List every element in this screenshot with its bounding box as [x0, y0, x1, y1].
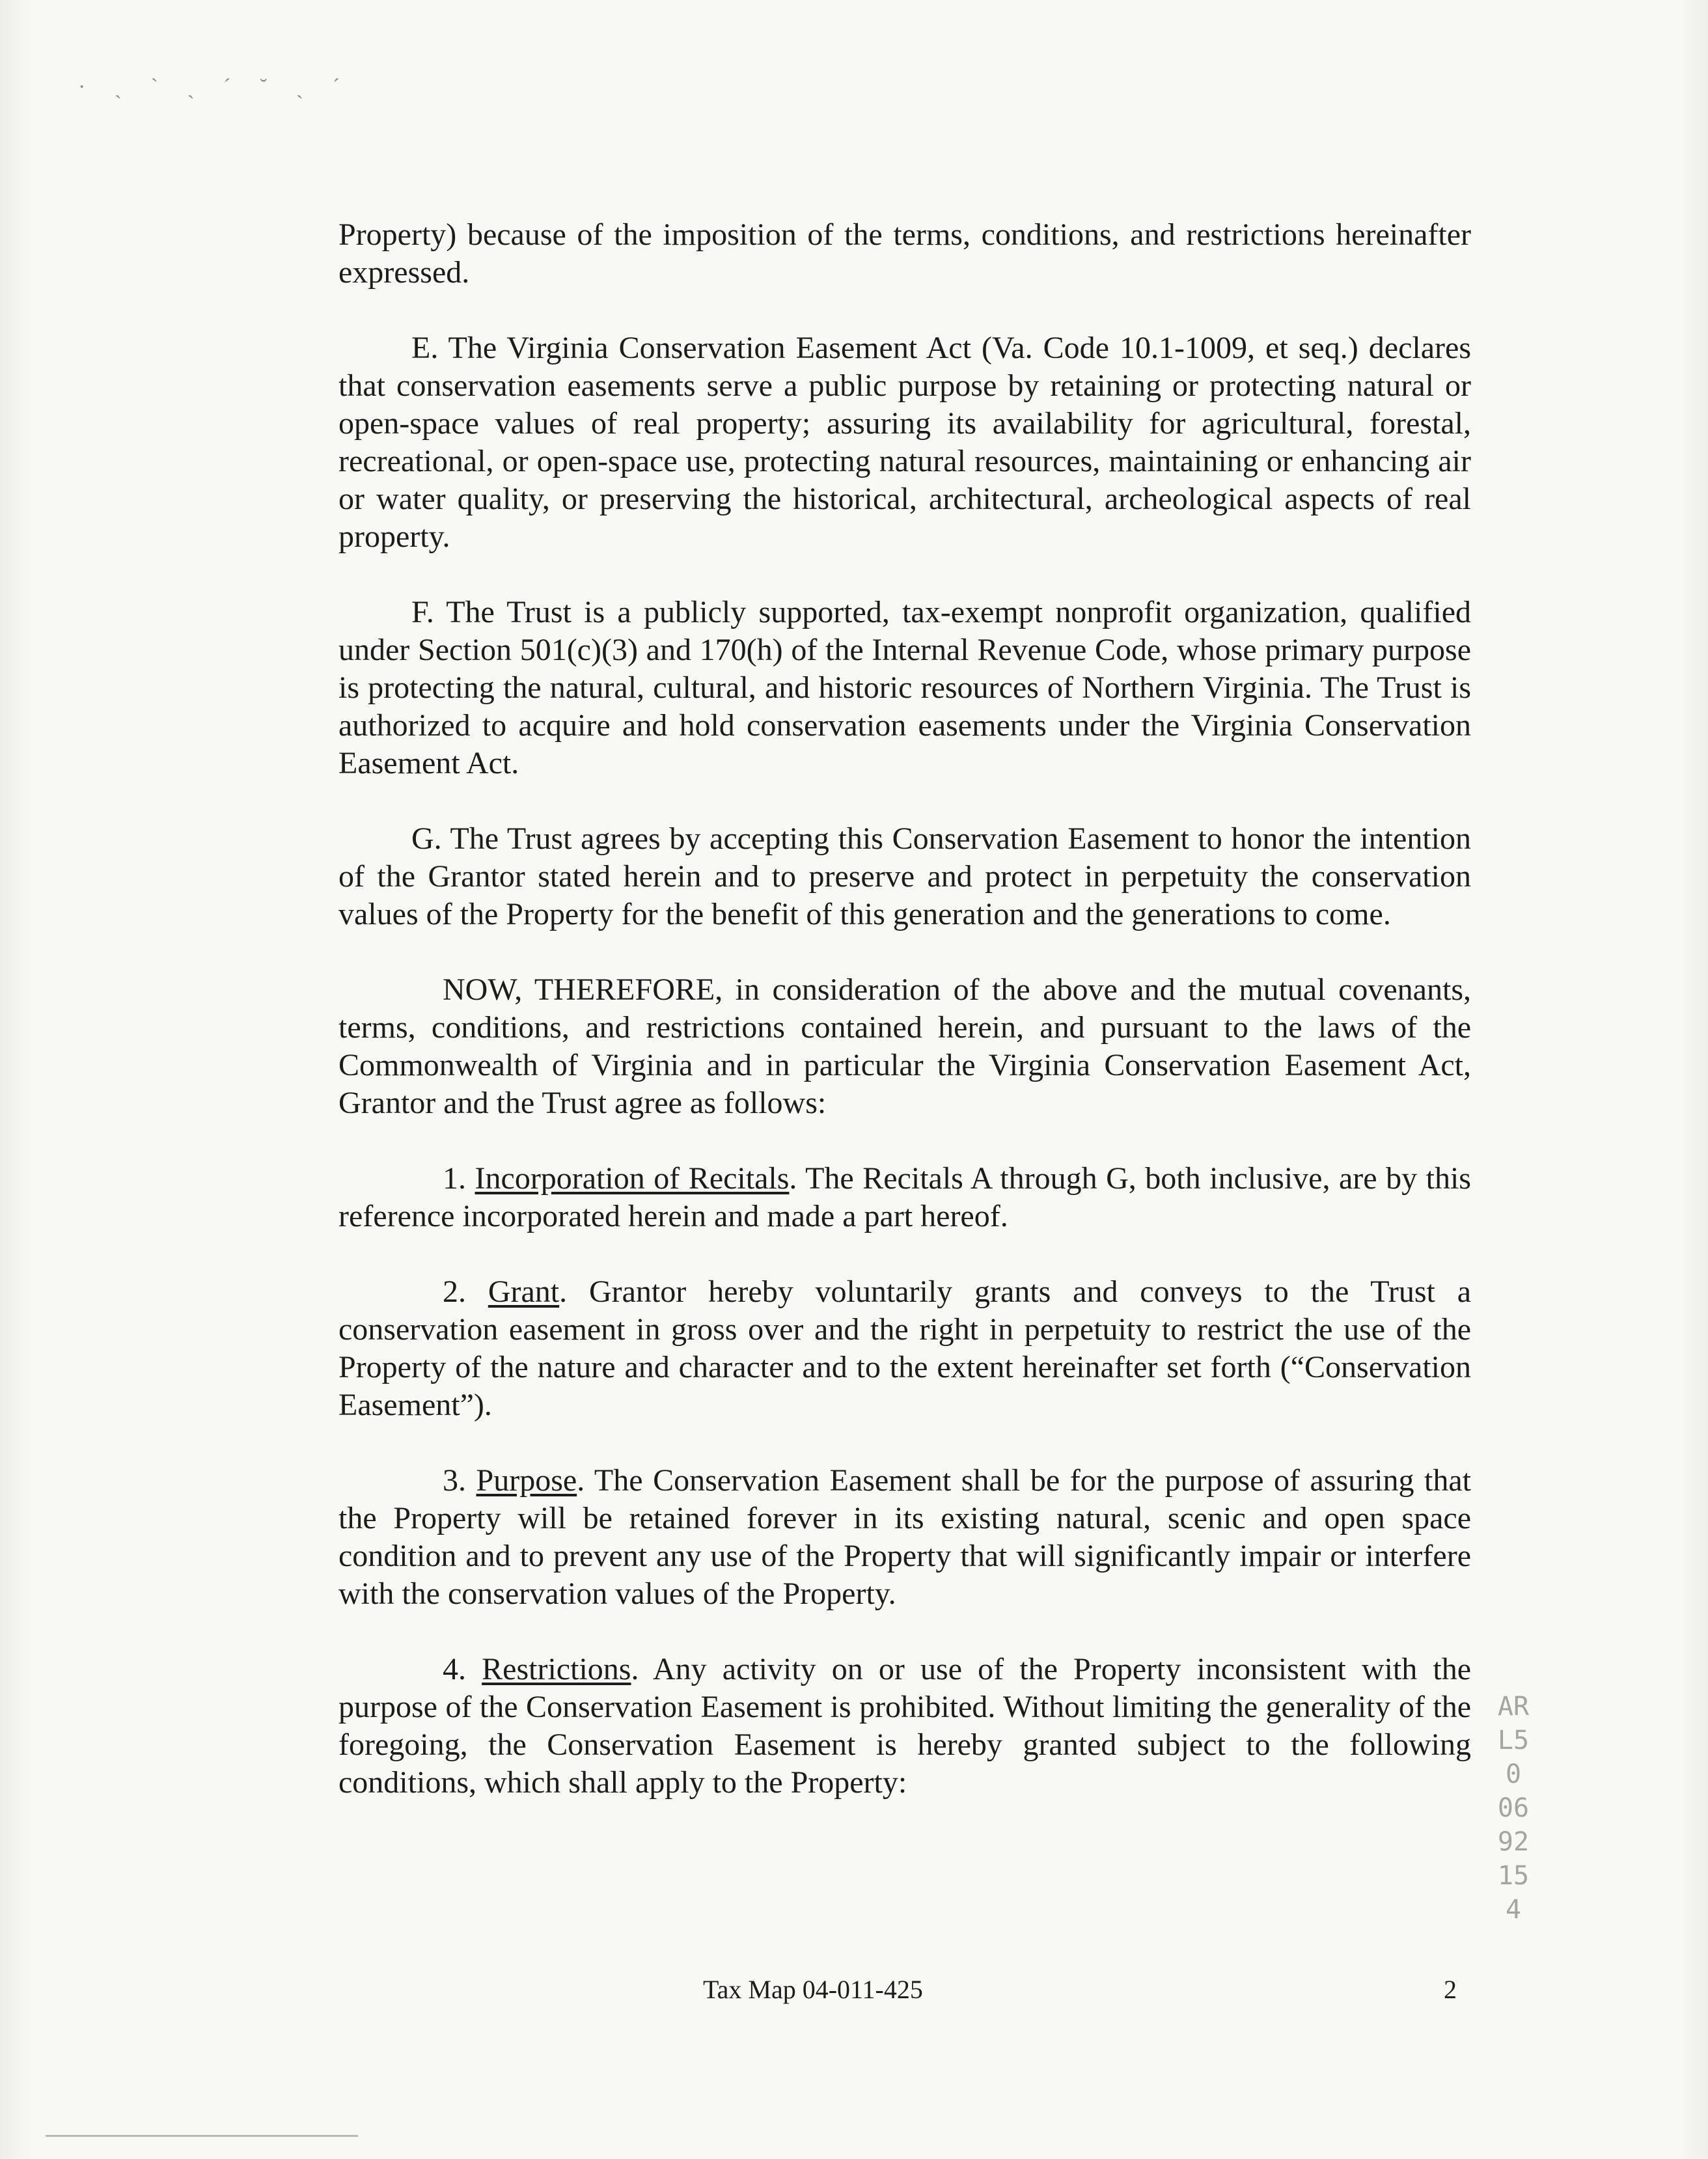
section-4-heading: Restrictions: [482, 1652, 631, 1686]
section-1: [338, 1160, 1471, 1235]
section-1-text: . The Recitals A through G, both inclusive, are by this reference incorporated herein and made a part hereof.: [338, 1161, 1471, 1233]
scan-bottom-rule: [46, 2135, 358, 2137]
paragraph-continuation: Property) because of the imposition of the terms, conditions, and restrictions hereinafter expressed.: [338, 217, 1471, 290]
recital-g: G. The Trust agrees by accepting this Conservation Easement to honor the intention of the Grantor stated herein and to preserve and protect in perpetuity the conservation values of the Property for the benefit of this generation and the generations to come.: [338, 821, 1471, 931]
scan-shadow-left: [0, 0, 33, 2159]
section-4-number: 4.: [443, 1652, 482, 1686]
section-3-number: 3.: [443, 1463, 476, 1498]
section-3-heading: Purpose: [476, 1463, 577, 1498]
recital-e: E. The Virginia Conservation Easement Act (Va. Code 10.1-1009, et seq.) declares that conservation easements serve a public purpose by retaining or protecting natural or open-space values of real property; assuring its availability for agricultural, forestal, recreational, or open-space use, protecting natural resources, maintaining or enhancing air or water quality, or preserving the historical, architectural, archeological aspects of real property.: [338, 331, 1471, 554]
section-4-text: . Any activity on or use of the Property inconsistent with the purpose of the Conservation Easement is prohibited. Without limiting the generality of the foregoing, the Conservation Easement is hereby granted subject to the following conditions, which shall apply to the Property:: [338, 1652, 1472, 1800]
section-1-number: 1.: [443, 1161, 475, 1196]
now-therefore-clause: NOW, THEREFORE, in consideration of the above and the mutual covenants, terms, conditions, and restrictions contained herein, and pursuant to the laws of the Commonwealth of Virginia and in particular the Virginia Conservation Easement Act, Grantor and the Trust agree as follows:: [338, 972, 1471, 1120]
section-2: [338, 1273, 1471, 1424]
scan-specks: · ˏ ˋ ˏ ˊ ˘ ˏ ˊ: [78, 75, 352, 99]
margin-recording-stamp: ARL50 0692 154: [1497, 1692, 1530, 1925]
recital-f: F. The Trust is a publicly supported, tax-exempt nonprofit organization, qualified under Section 501(c)(3) and 170(h) of the Internal Revenue Code, whose primary purpose is protecting the natural, cultural, and historic resources of Northern Virginia. The Trust is authorized to acquire and hold conservation easements under the Virginia Conservation Easement Act.: [338, 595, 1471, 780]
section-2-text: . Grantor hereby voluntarily grants and conveys to the Trust a conservation easement in gross over and the right in perpetuity to restrict the use of the Property of the nature and character and to the extent hereinafter set forth (“Conservation Easement”).: [338, 1274, 1471, 1422]
scan-shadow-right: [1683, 0, 1708, 2159]
section-3: [338, 1462, 1471, 1613]
section-2-heading: Grant: [488, 1274, 560, 1309]
document-body: [338, 216, 1471, 1839]
section-3-text: . The Conservation Easement shall be for the purpose of assuring that the Property will be retained forever in its existing natural, scenic and open space condition and to prevent any use of the Property that will significantly impair or interfere with the conservation values of the Property.: [338, 1463, 1471, 1611]
page-number: 2: [1444, 1975, 1457, 2004]
section-1-heading: Incorporation of Recitals: [475, 1161, 790, 1196]
footer-tax-map: Tax Map 04-011-425: [703, 1975, 923, 2004]
section-2-number: 2.: [443, 1274, 488, 1309]
section-4: [338, 1651, 1471, 1802]
